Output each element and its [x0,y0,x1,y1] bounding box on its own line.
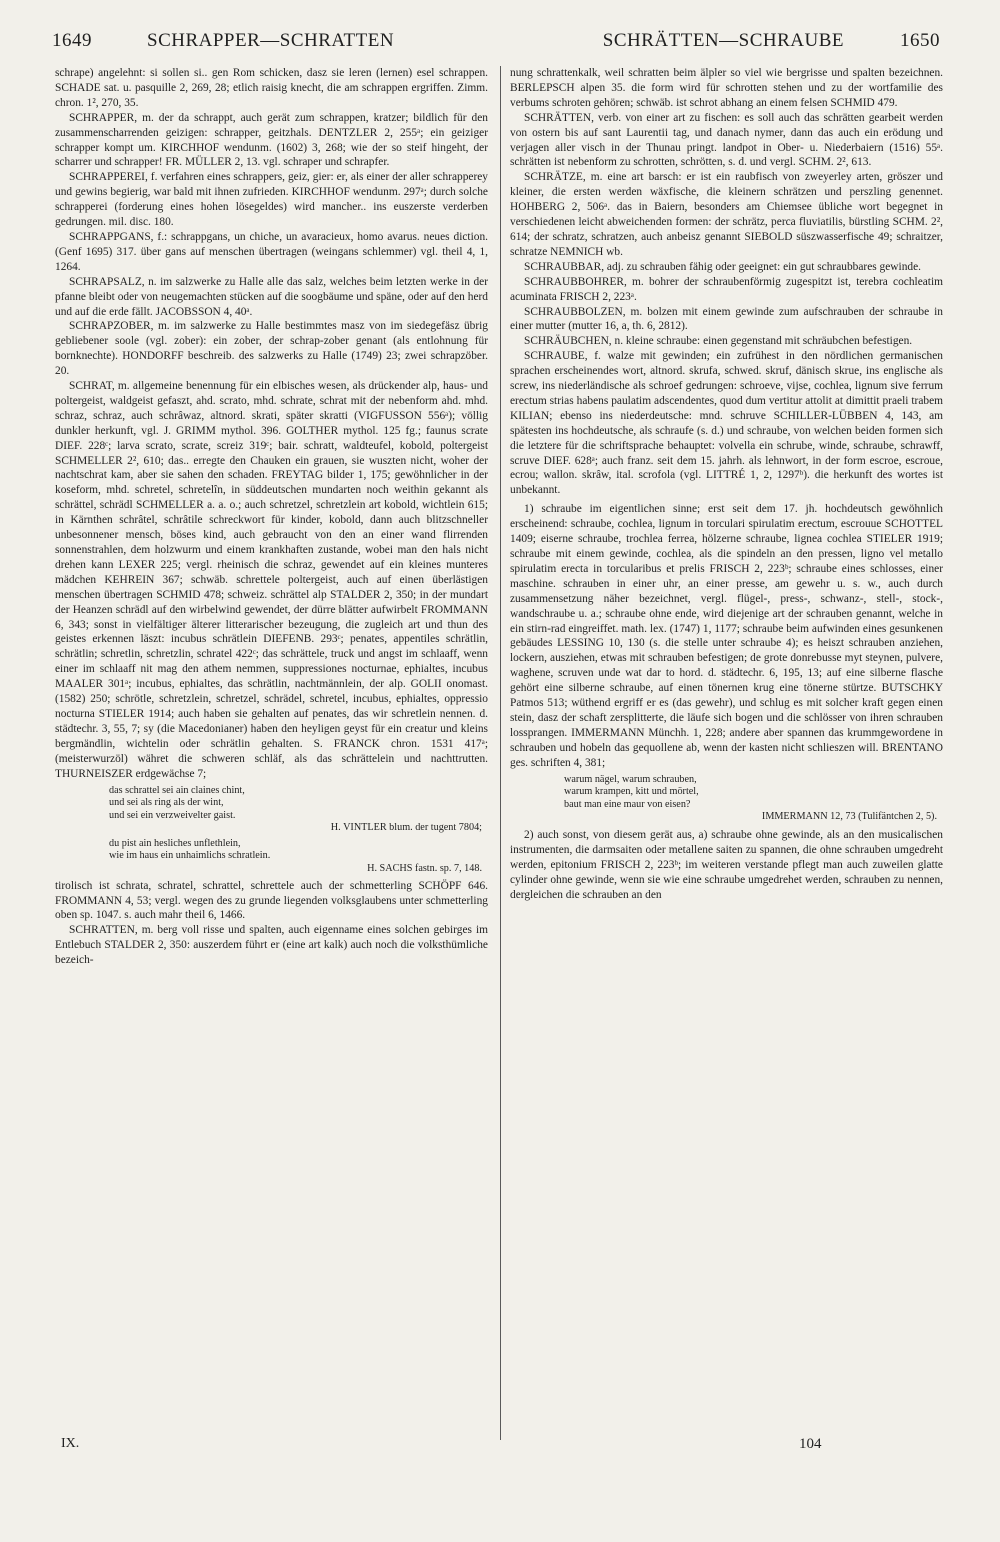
verse-line: das schrattel sei ain claines chint, [109,784,245,796]
sheet-number: 104 [799,1436,822,1452]
verse-line: wie im haus ein unhaimlichs schratlein. [109,850,271,862]
entry-schratten: SCHRATTEN, m. berg voll risse und spalten, auch eigenname eines solchen gebirges im Entlebuch STALDER 2, 350: auszerdem führt er (eine art kalk) auch noch die volksthümliche bezeich- [55,924,488,967]
entry-schrapsalz: SCHRAPSALZ, n. im salzwerke zu Halle alle das salz, welches beim letzten werke in der pfanne bleibt oder von neugemachten stücken auf die soogbäume und späne, oder auf den herd und auf die erde fällt. JACOBSSON 4, 40ᵃ. [55,275,488,318]
entry-schraetten: SCHRÄTTEN, verb. von einer art zu fischen: es soll auch das schrätten gearbeit werden von ostern bis auf sant Laurentii tag, und danach nymer, dann das auch ein erödung und verjagen aller visch in der Thunau pringt. landpot in Ober- u. Niederbaiern (1516) 55ᵃ. schrätten ist nebenform zu schrotten, schrötten, s. d. und vergl. SCHM. 2², 613. [510,111,943,169]
section-2: 2) auch sonst, von diesem gerät aus, a) schraube ohne gewinde, als an den musicalischen instrumenten, die darmsaiten oder metallene saiten zu spannen, die ohne schrauben umgedreht werden, epitonium FRISCH 2, 223ᵇ; im weiteren verstande pflegt man auch zuweilen glatte cylinder ohne gewinde, wenn sie wie eine schraube umgedrehet werden, schrauben zu nennen, dergleichen die schrauben an den [510,828,943,901]
entry-schrapzober: SCHRAPZOBER, m. im salzwerke zu Halle bestimmtes masz von im siedegefäsz übrig gebliebener soole (vgl. zober): ein zober, der schrap-zober genant (als entlohnung für bornknechte). HONDORFF beschreib. des salzwerks zu Halle (1749) 23; zwei schrapzöber. 20. [55,320,488,378]
verse-source: IMMERMANN 12, 73 (Tulifäntchen 2, 5). [761,811,937,823]
verse-line: warum nägel, warum schrauben, [564,773,697,785]
entry-schrapperei: SCHRAPPEREI, f. verfahren eines schrappers, geiz, gier: er, als einer der aller schrapperey und gewins begierig, war bald mit ihnen zufrieden. KIRCHHOF wendunm. 297ᵃ; durch solche schrapperei (forderung eines hohen lösegeldes) wird mancher.. ins euszerste verderben gedrungen. mil. disc. 180. [55,171,488,229]
verse-quote [109,785,488,835]
entry-continuation: schrape) angelehnt: si sollen si.. gen Rom schicken, dasz sie leren (lernen) esel schrappen. SCHADE sat. u. pasquille 2, 269, 28; etlich raisig knecht, die am schrappen ergriffen. Zimm. chron. 1², 270, 35. [55,67,488,109]
entry-schratten-continuation: nung schrattenkalk, weil schratten beim älpler so viel wie bergrisse und spalten bezeichnen. BERLEPSCH alpen 35. die form wird für schrotten stehen und zu der wortfamilie des verbums schroten gehören; schwäb. ist schrot abhang an einem felsen SCHMID 479. [510,67,943,109]
right-column [510,66,943,1446]
running-title-left: SCHRAPPER—SCHRATTEN [147,30,395,51]
verse-line: und sei ein verzweivelter gaist. [109,809,236,821]
entry-schraube: SCHRAUBE, f. walze mit gewinden; ein zufrühest in den nördlichen germanischen sprachen erscheinendes wort, altnord. skrufa, schwed. skruf, dänisch skrue, ins englische als screw, ins niederländische als schroef gedrungen: schroeve, vijse, cochlea, lignum sive ferrum erectum strias habens paulatim adscendentes, quod dum vertitur attolit at dimittit praeli trabem KILIAN; ebenso ins niederdeutsche: mnd. schruve SCHILLER-LÜBBEN 4, 143, am spätesten ins hochdeutsche, als schraufe (s. d.) und schraube, von welchen beiden formen sich die letztere für die schriftsprache behauptet: volvella ein schrube, winde, schraube, schrawff, scruve DIEF. 628ᵃ; auch franz. seit dem 15. jahrh. als lehnwort, in der form escroe, escroue, ecrou; wallon. skrâw, ital. scrofola (vgl. LITTRÉ 1, 2, 1297ᵇ). die herkunft des wortes ist unbekannt. [510,350,943,497]
verse-line: warum krampen, kitt und mörtel, [564,786,699,798]
page-header [52,30,940,58]
signature-mark: IX. [61,1436,80,1451]
entry-schraeubchen: SCHRÄUBCHEN, n. kleine schraube: einen gegenstand mit schräubchen befestigen. [524,335,913,348]
verse-quote [109,838,488,876]
entry-schrappgans: SCHRAPPGANS, f.: schrappgans, un chiche, un avaracieux, homo avarus. neues diction. (Genf 1695) 317. über gans auf menschen übertragen (weingans schlemmer) vgl. theil 4, 1, 1264. [55,230,488,273]
entry-schrat: SCHRAT, m. allgemeine benennung für ein elbisches wesen, als drückender alp, haus- und poltergeist, waldgeist gefaszt, ahd. scrato, mhd. schrate, schrat mit der nebenform ahd. mhd. schraz, schraz, auch schrâwaz, altnord. skrati, später skratti (VIGFUSSON 556ᵃ); völlig dunkler herkunft, vgl. J. GRIMM mythol. 396. GOLTHER mythol. 125 fg.; faunus scrate DIEF. 228ᶜ; larva scrato, scrate, screiz 319ᶜ; bair. schratt, waldteufel, kobold, poltergeist SCHMELLER 2², 610; das.. erregte den Chauken ein grauen, sie wuszten nicht, woher der nachtschrat kam, aber sie sahen den schaden. FREYTAG bilder 1, 175; gewöhnlicher in der koseform, mhd. schretel, schretelîn, in süddeutschen mundarten noch weithin gekannt als schrättel, schrädl SCHMELLER a. a. o.; auch schretzel, schretzlein art kobold, wichtlein 615; in Kärnthen schrâtel, schrâtile schreckwort für kinder, kobold, dann auch blitzschneller unbesonnener mensch, böses kind, auch gebraucht von den an einer wand flirrenden sonnenstrahlen, dem holzwurm und einem krankhaften zustande, wobei man den hals nicht drehen kann LEXER 225; vergl. rheinisch die schraz, gewendet auf ein kleines munteres mädchen KEHREIN 367; schwäb. schrettele poltergeist, auch auf einen überlästigen menschen übertragen SCHMID 478; schweiz. schrättel alp STALDER 2, 350; in der mundart der Heanzen schrädl auf den wirbelwind gewendet, der dürre blätter aufwirbelt FROMMANN 6, 343; sonst in vielfältiger älterer litterarischer bezeugung, die zugleich art und thun des geistes erkennen läszt: incubus schrätlein DIEFENB. 293ᶜ; penates, appentiles schrätlin, schrätlin; schretlin, schretzlin, schratel 422ᶜ; das schrättele, truck und angst im schlaaff, wenn einer im schlaaff nit mag den athem nemmen, suppressiones nocturnae, ephialtes, incubus MAALER 301ᵃ; incubus, ephialtes, das schrätlin, nachtmännlein, der alp. GOLII onomast. (1582) 250; schrötle, schretzlein, schretzel, schrädel, schretel, incubus, ephialtes, oppressio nocturna STIELER 1914; auch haben sie gehalten auf penates, das wir schretlein nennen. d. städtechr. 3, 55, 7; sy (die Macedonianer) haben den heyligen geyst für ein creatur und kleins bergmändlin, wichtelin oder schrätlin gehalten. S. FRANCK chron. 1531 417ᵃ; (meisterwurzöl) währet die schweren schläf, als das schrättelein und nachttrutten. THURNEISZER erdgewächse 7; [55,380,488,780]
entry-schraubbar: SCHRAUBBAR, adj. zu schrauben fähig oder geeignet: ein gut schraubbares gewinde. [524,260,921,273]
entry-schraubbolzen: SCHRAUBBOLZEN, m. bolzen mit einem gewinde zum aufschrauben der schraube in einer mutter (mutter 16, a, th. 6, 2812). [510,305,943,333]
verse-source: H. SACHS fastn. sp. 7, 148. [367,863,482,875]
section-1: 1) schraube im eigentlichen sinne; erst seit dem 17. jh. hochdeutsch gewöhnlich erscheinend: schraube, cochlea, lignum in torculari spirulatim erectum, escrouue SCHOTTEL 1409; eiserne schraube, trochlea ferrea, hölzerne schraube, lignea cochlea STIELER 1919; schraube mit einem gewinde, cochlea, als die spindeln an den pressen, ligno vel metallo spirulatim erecta in torcularibus et prelis FRISCH 2, 223ᵇ; schraube eines schlosses, einer maschine. schrauben in einer uhr, an einer presse, am gewehr u. s. w., auch durch zusammensetzung näher bezeichnet, vergl. flügel-, press-, schwanz-, stell-, stock-, wandschraube u. a.; schraube ohne ende, wird diejenige art der schrauben genannt, welche in ein stirn-rad eingreiffet. math. lex. (1747) 1, 1177; schraube beim aufwinden eines gesunkenen gebäudes LESSING 10, 130 (s. die stelle unter schraube 4); es heiszt schrauben anziehen, lockern, ausziehen, etwas mit schrauben befestigen; de grote donrebusse myt steynen, pulvere, waghene, scruven unde wat dar to hord. d. städtechr. 6, 195, 13; auf eine silberne flasche gehört eine silberne schraube, auf einen tönernen krug eine tönerne stürtze. BUTSCHKY Patmos 513; wüthend ergriff er es (das gewehr), und schlug es mit solcher kraft gegen einen stein, dasz der schaft zersplitterte, die läufe sich bogen und die schlösser von ihren schrauben lossprangen. IMMERMANN Münchh. 1, 228; andere aber spannen das krummgewordene in schrauben und hobeln das gequollene ab, wenn der kasten nicht schlieszen will. BRENTANO ges. schriften 4, 381; [510,503,943,769]
page-number-left: 1649 [52,30,92,51]
verse-quote [564,774,943,824]
entry-schrat-continuation: tirolisch ist schrata, schratel, schrattel, schrettele auch der schmetterling SCHÖPF 646. FROMMANN 4, 53; vergl. wegen des zu grunde liegenden volksglaubens unter schmetterling oben sp. 1047. s. auch mahr theil 6, 1466. [55,879,488,922]
column-divider [500,66,501,1440]
running-title-right: SCHRÄTTEN—SCHRAUBE [602,30,844,51]
verse-line: baut man eine maur von eisen? [564,798,691,810]
verse-source: H. VINTLER blum. der tugent 7804; [330,822,482,834]
page-number-right: 1650 [900,30,940,51]
entry-schraubbohrer: SCHRAUBBOHRER, m. bohrer der schraubenförmig zugespitzt ist, terebra cochleatim acuminata FRISCH 2, 223ᵃ. [510,275,943,303]
entry-schraetze: SCHRÄTZE, m. eine art barsch: er ist ein raubfisch von zweyerley arten, gröszer und kleiner, die ersten werden wäxfische, die kleinern schrätzen und perszling genennet. HOHBERG 2, 506ᵃ. das in Baiern, besonders am Chiemsee übliche wort begegnet in verschiedenen leicht abweichenden formen: der schrätz, perca fluviatilis, bürstling SCHM. 2², 614; der schratz, schratzen, auch anbeisz genannt SIEBOLD süszwasserfische 49; schraitzer, schratze NEMNICH wb. [510,171,943,258]
entry-schrapper: SCHRAPPER, m. der da schrappt, auch gerät zum schrappen, kratzer; bildlich für den zusammenscharrenden geizigen: schrapper, geitzhals. DENTZLER 2, 255ᵃ; ein geiziger schrapper kompt um. KIRCHHOF wendunm. (1602) 3, 268; wie der so steif hingeht, der scharrer und schrapper! FR. MÜLLER 2, 13. vgl. schraper und schrapfer. [55,111,488,169]
page-footer [55,1436,940,1456]
verse-line: und sei als ring als der wint, [109,797,224,809]
verse-line: du pist ain hesliches unflethlein, [109,837,241,849]
left-column [55,66,488,1446]
